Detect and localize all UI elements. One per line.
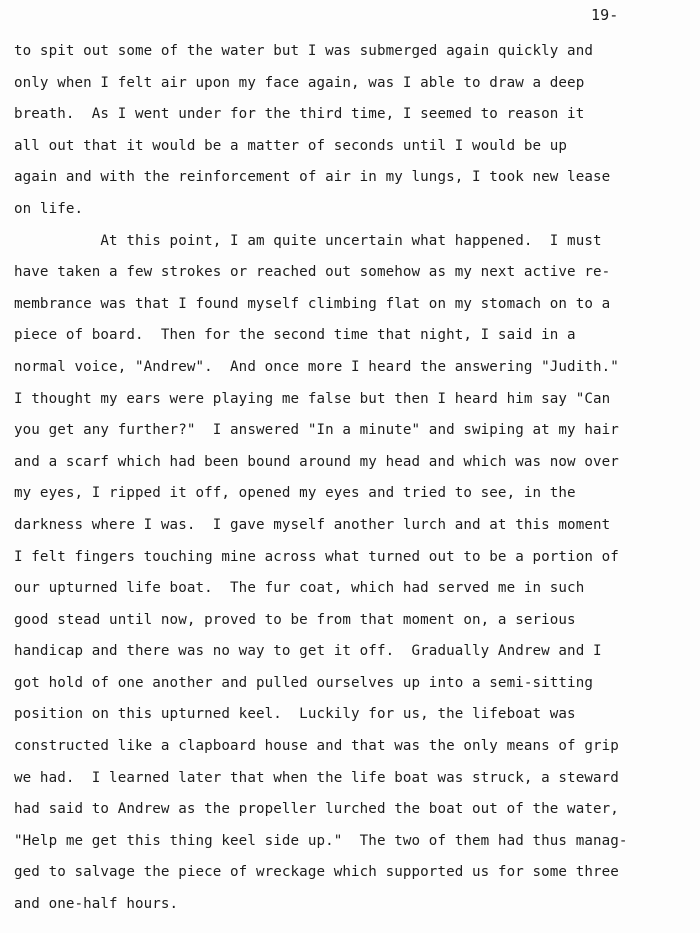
text-line: ged to salvage the piece of wreckage which supported us for some three (14, 864, 619, 881)
text-line: had said to Andrew as the propeller lurched the boat out of the water, (14, 801, 619, 818)
text-line: you get any further?" I answered "In a minute" and swiping at my hair (14, 422, 619, 439)
text-line: and one-half hours. (14, 896, 179, 913)
text-line: my eyes, I ripped it off, opened my eyes and tried to see, in the (14, 485, 576, 502)
text-line: on life. (14, 200, 84, 217)
text-line: only when I felt air upon my face again, was I able to draw a deep (14, 74, 585, 91)
text-line: At this point, I am quite uncertain what happened. I must (14, 232, 602, 249)
text-line: have taken a few strokes or reached out somehow as my next active re- (14, 264, 611, 281)
text-line: position on this upturned keel. Luckily for us, the lifeboat was (14, 706, 576, 723)
text-line: our upturned life boat. The fur coat, which had served me in such (14, 580, 585, 597)
text-line: "Help me get this thing keel side up." The two of them had thus manag- (14, 832, 628, 849)
text-line: normal voice, "Andrew". And once more I heard the answering "Judith." (14, 358, 619, 375)
text-line: to spit out some of the water but I was submerged again quickly and (14, 43, 593, 59)
text-line: all out that it would be a matter of seconds until I would be up (14, 137, 568, 154)
text-line: I felt fingers touching mine across what turned out to be a portion of (14, 548, 619, 565)
text-line: darkness where I was. I gave myself another lurch and at this moment (14, 516, 611, 533)
text-line: we had. I learned later that when the life boat was struck, a steward (14, 769, 619, 786)
page-number: 19- (591, 6, 619, 24)
text-line: handicap and there was no way to get it off. Gradually Andrew and I (14, 643, 602, 660)
text-line: got hold of one another and pulled ourselves up into a semi-sitting (14, 674, 593, 691)
body-text (14, 36, 698, 921)
text-line: piece of board. Then for the second time that night, I said in a (14, 327, 576, 344)
text-line: and a scarf which had been bound around my head and which was now over (14, 453, 619, 470)
text-line: membrance was that I found myself climbing flat on my stomach on to a (14, 295, 611, 312)
text-line: again and with the reinforcement of air in my lungs, I took new lease (14, 169, 611, 186)
text-line: I thought my ears were playing me false but then I heard him say "Can (14, 390, 611, 407)
text-line: breath. As I went under for the third time, I seemed to reason it (14, 106, 585, 123)
text-line: good stead until now, proved to be from that moment on, a serious (14, 611, 576, 628)
text-line: constructed like a clapboard house and that was the only means of grip (14, 738, 619, 755)
